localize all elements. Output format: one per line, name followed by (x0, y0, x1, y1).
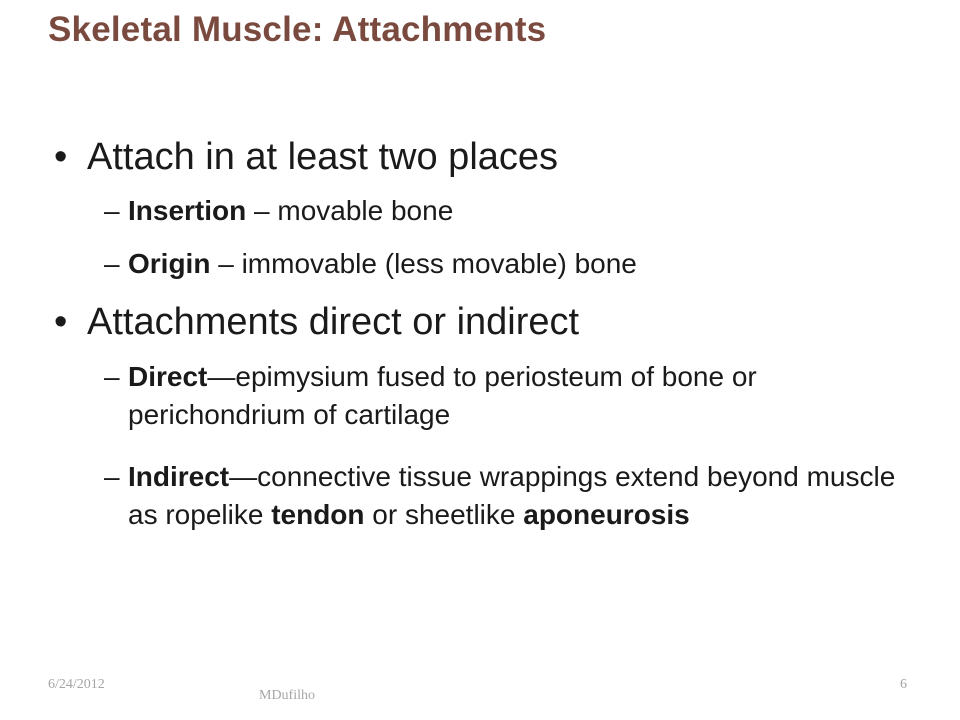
sub-bullet-text (128, 192, 904, 230)
term-description: – immovable (less movable) bone (210, 248, 637, 279)
dash-icon: – (104, 461, 120, 492)
term-description: —connective tissue wrappings extend beyond muscle as ropelike (128, 461, 896, 530)
sub-bullet-item (104, 458, 904, 534)
term-bold: Indirect (128, 461, 230, 492)
sub-bullet-text (128, 358, 904, 434)
sub-bullet-item (104, 245, 904, 283)
term-bold: Insertion (128, 195, 247, 226)
term-bold: tendon (271, 499, 365, 530)
sub-bullet-item (104, 192, 904, 230)
dash-icon: – (104, 248, 120, 279)
bullet-icon: • (54, 136, 68, 178)
bullet-text: Attachments direct or indirect (87, 301, 580, 343)
bullet-icon: • (54, 301, 68, 343)
term-bold: aponeurosis (523, 499, 690, 530)
term-bold: Origin (128, 248, 211, 279)
term-bold: Direct (128, 361, 208, 392)
bullet-text: Attach in at least two places (87, 136, 559, 178)
sub-bullet-text (128, 245, 904, 283)
footer-date: 6/24/2012 (48, 677, 105, 692)
dash-icon: – (104, 195, 120, 226)
slide-title: Skeletal Muscle: Attachments (48, 10, 547, 49)
footer-author: MDufilho (259, 688, 315, 703)
dash-icon: – (104, 361, 120, 392)
term-description: —epimysium fused to periosteum of bone or perichondrium of cartilage (128, 361, 757, 430)
term-description: – movable bone (246, 195, 454, 226)
sub-bullet-text (128, 458, 904, 534)
term-description: or sheetlike (364, 499, 524, 530)
sub-bullet-item (104, 358, 904, 434)
page-number: 6 (900, 677, 907, 692)
